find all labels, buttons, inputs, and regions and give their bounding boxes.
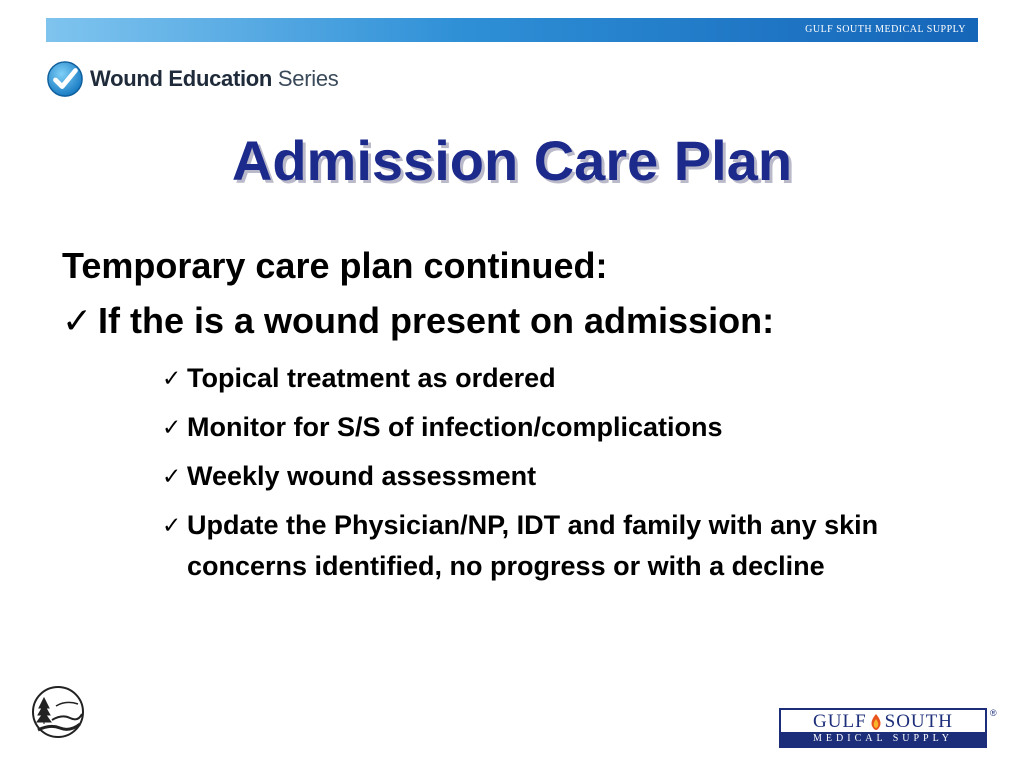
sub-bullet-text: Monitor for S/S of infection/complications <box>187 412 723 442</box>
sub-bullet-item <box>162 407 992 447</box>
intro-line: Temporary care plan continued: <box>62 245 608 286</box>
brand-name-series: Series <box>277 66 339 91</box>
slide-title: Admission Care Plan <box>231 129 793 192</box>
sub-bullet-text: Update the Physician/NP, IDT and family with any skin concerns identified, no progress or with a decline <box>187 510 879 581</box>
sub-bullet-item <box>162 505 992 587</box>
checkmark-icon: ✓ <box>62 300 93 341</box>
sub-bullet-text: Weekly wound assessment <box>187 461 537 491</box>
sub-bullet-item <box>162 358 992 398</box>
bullet-level1 <box>62 292 992 350</box>
checkmark-icon: ✓ <box>162 365 182 391</box>
flame-icon <box>868 713 884 731</box>
sub-bullet-text: Topical treatment as ordered <box>187 363 556 393</box>
registered-mark: ® <box>990 708 997 718</box>
header-bar-text: GULF SOUTH MEDICAL SUPPLY <box>805 24 966 35</box>
logo-wordmark <box>781 711 985 732</box>
logo-word-left: GULF <box>813 710 867 732</box>
checkmark-icon: ✓ <box>162 414 182 440</box>
brand-name <box>90 66 338 92</box>
checkmark-icon: ✓ <box>162 463 182 489</box>
bullet-level1-text: If the is a wound present on admission: <box>98 300 775 341</box>
gulf-south-logo <box>779 708 987 748</box>
logo-tagline: MEDICAL SUPPLY <box>781 732 985 746</box>
tree-river-emblem-icon <box>30 684 86 740</box>
brand-name-bold: Wound Education <box>90 66 273 91</box>
sub-bullet-list <box>162 358 992 587</box>
checkmark-circle-icon <box>46 60 84 98</box>
sub-bullet-item <box>162 456 992 496</box>
logo-word-right: SOUTH <box>884 710 953 732</box>
slide-body <box>62 240 992 596</box>
header-bar <box>46 18 978 42</box>
brand-logo <box>46 60 338 98</box>
checkmark-icon: ✓ <box>162 512 182 538</box>
